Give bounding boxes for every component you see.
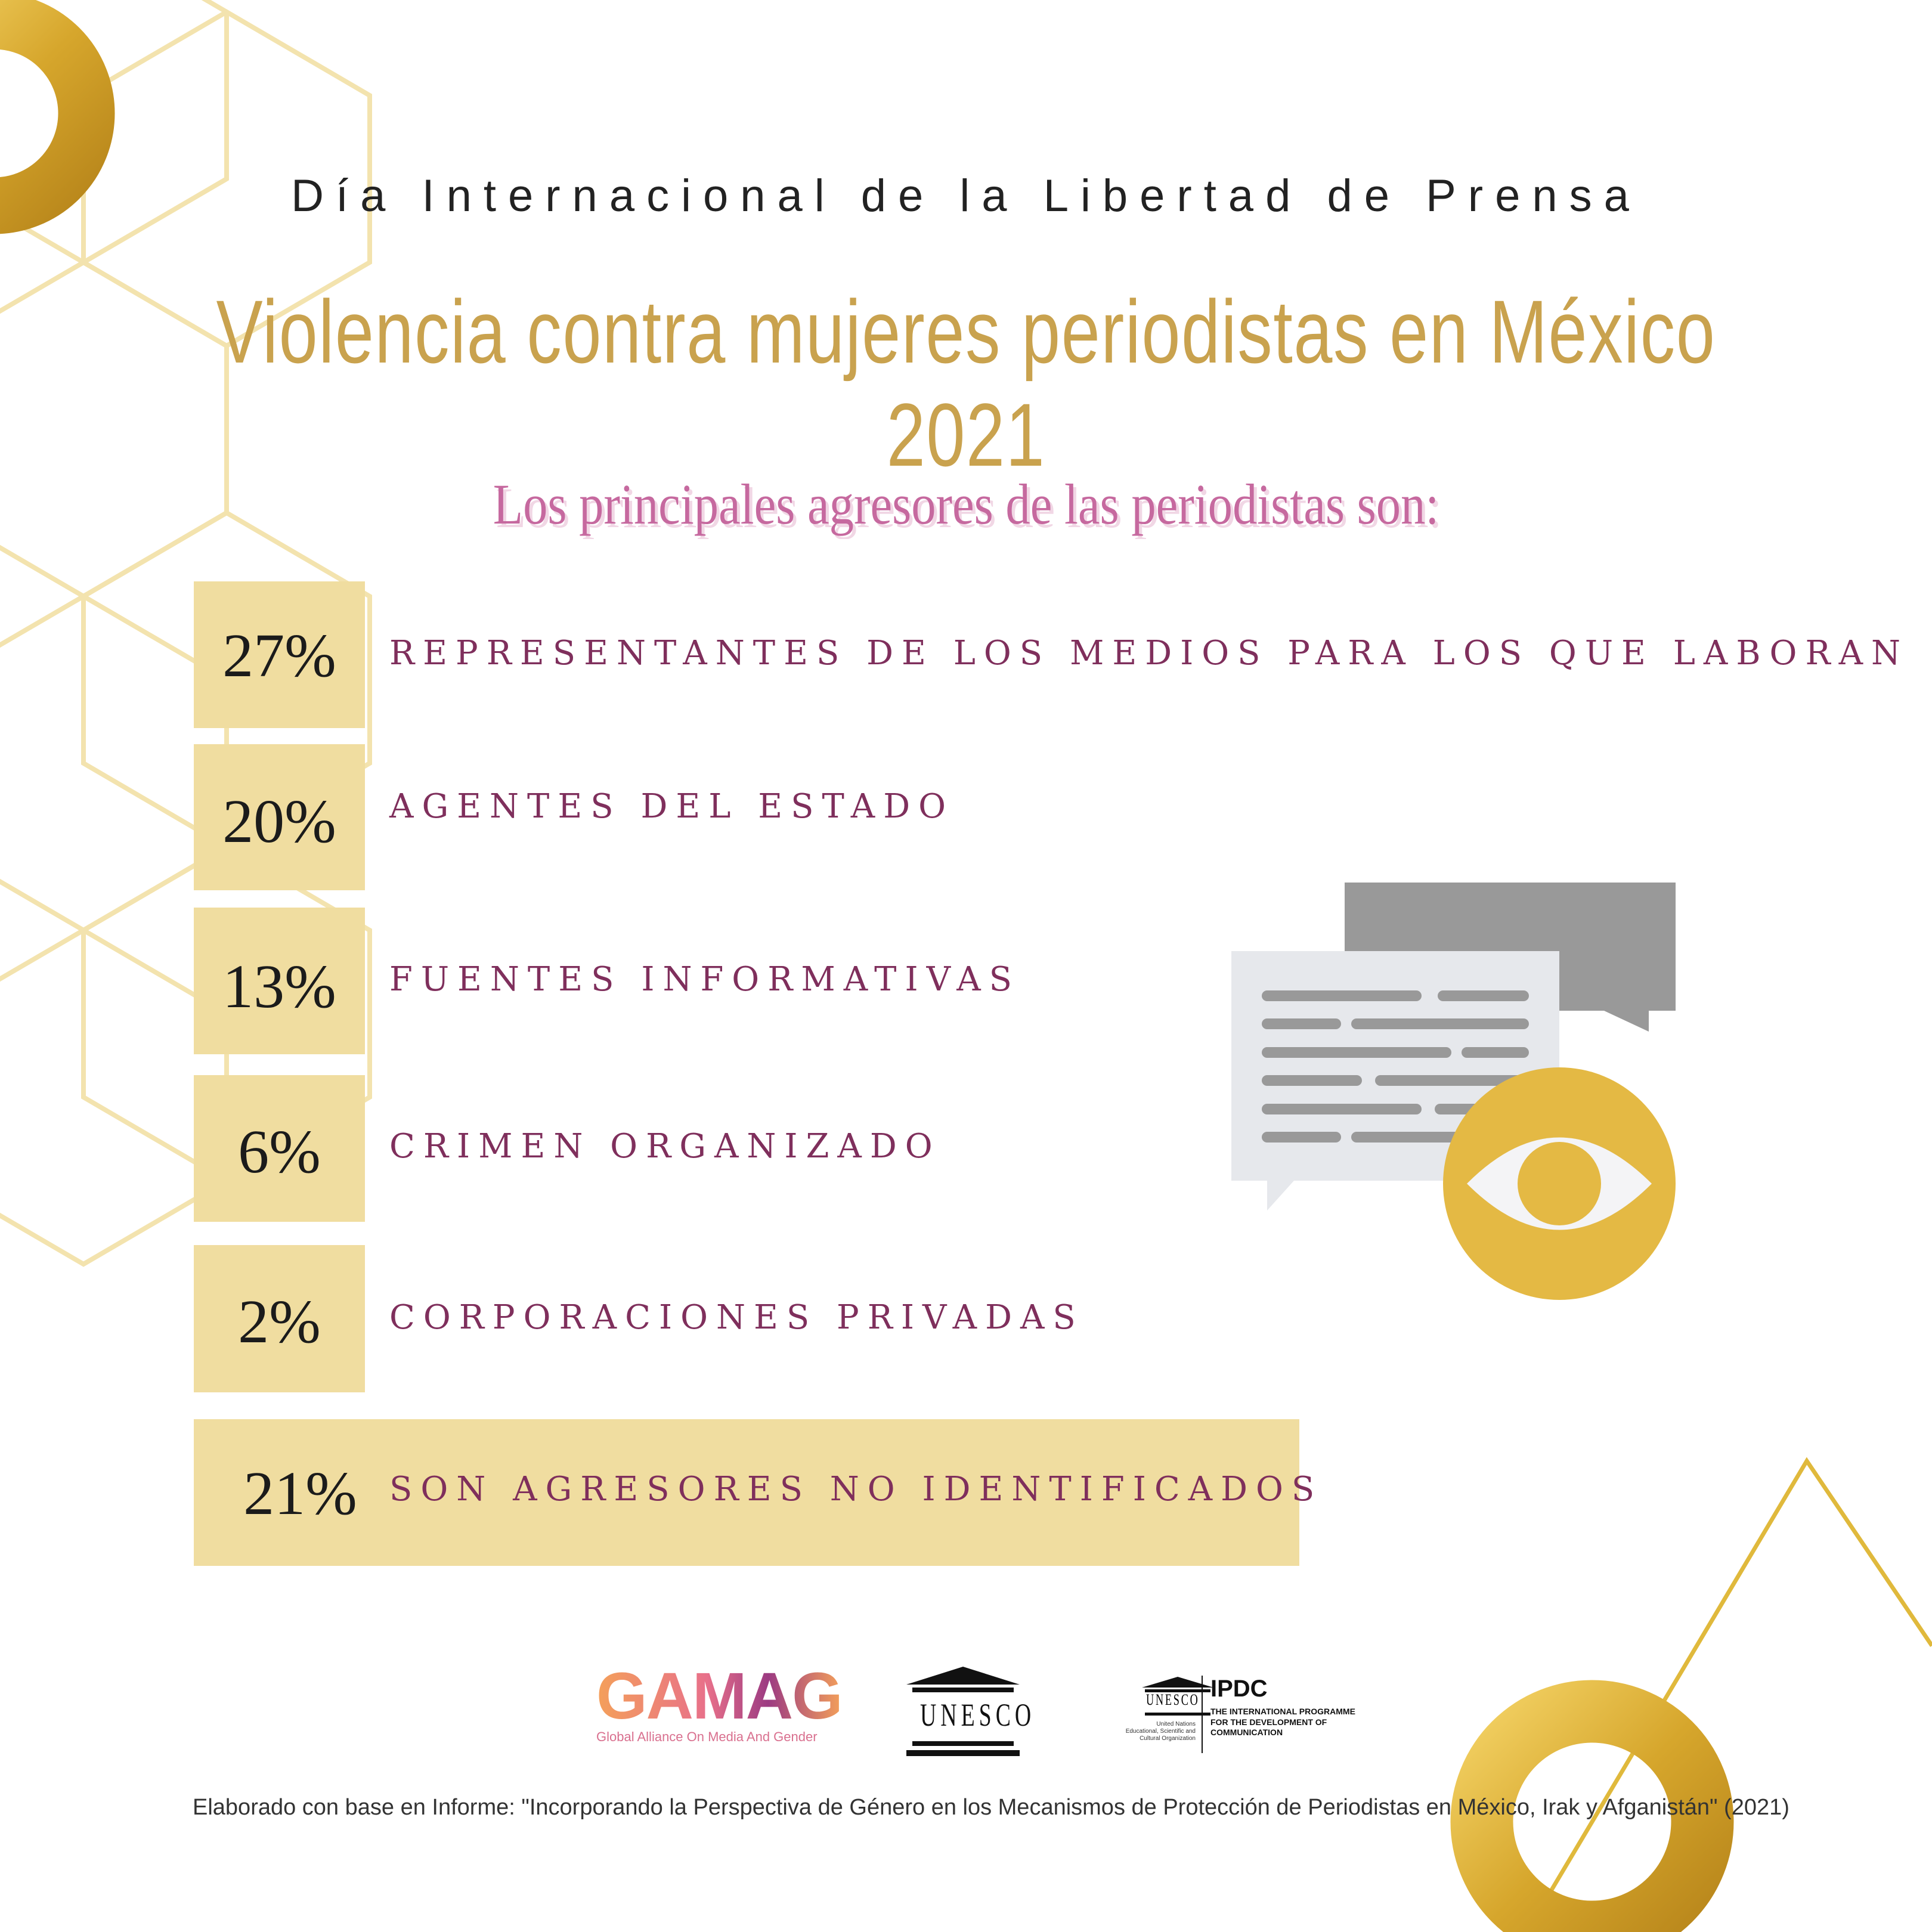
percent-value: 21%: [243, 1459, 357, 1528]
ipdc-description: THE INTERNATIONAL PROGRAMME FOR THE DEVELOPMENT OF COMMUNICATION: [1210, 1707, 1355, 1737]
aggressor-label: CORPORACIONES PRIVADAS: [389, 1298, 1084, 1337]
unesco-logo: [903, 1664, 1036, 1762]
percent-value: 2%: [238, 1287, 321, 1356]
aggressor-label: CRIMEN ORGANIZADO: [389, 1127, 941, 1166]
logo-divider: [1202, 1676, 1203, 1753]
page-title: Violencia contra mujeres periodistas en México 2021: [216, 281, 1716, 485]
unidentified-label: SON AGRESORES NO IDENTIFICADOS: [389, 1470, 1323, 1509]
gamag-wordmark: GAMAG: [596, 1659, 842, 1733]
chat-bubbles-icon: [1228, 880, 1682, 1309]
aggressor-label: FUENTES INFORMATIVAS: [389, 960, 1021, 999]
source-citation: Elaborado con base en Informe: "Incorporando la Perspectiva de Género en los Mecanismos de Protección de Periodistas en México, Irak y Afganistán" (2021): [193, 1795, 1789, 1820]
gamag-tagline: Global Alliance On Media And Gender: [596, 1729, 818, 1744]
gamag-logo: [596, 1659, 842, 1745]
aggressor-label: AGENTES DEL ESTADO: [389, 787, 954, 826]
percent-value: 27%: [222, 621, 336, 690]
eye-icon: [1443, 1067, 1676, 1300]
un-org-name: United Nations Educational, Scientific and Cultural Organization: [1125, 1721, 1196, 1742]
percent-value: 13%: [222, 952, 336, 1021]
aggressor-label: REPRESENTANTES DE LOS MEDIOS PARA LOS QUE LABORAN: [389, 634, 1909, 673]
section-subtitle: Los principales agresores de las periodistas son:: [493, 472, 1439, 536]
ipdc-title: IPDC: [1210, 1676, 1268, 1702]
percent-value: 6%: [238, 1117, 321, 1186]
unesco-small-wordmark: UNESCO: [1146, 1691, 1200, 1708]
event-kicker: Día Internacional de la Libertad de Prensa: [291, 171, 1641, 221]
percent-value: 20%: [222, 787, 336, 856]
unesco-wordmark: UNESCO: [920, 1697, 1036, 1733]
